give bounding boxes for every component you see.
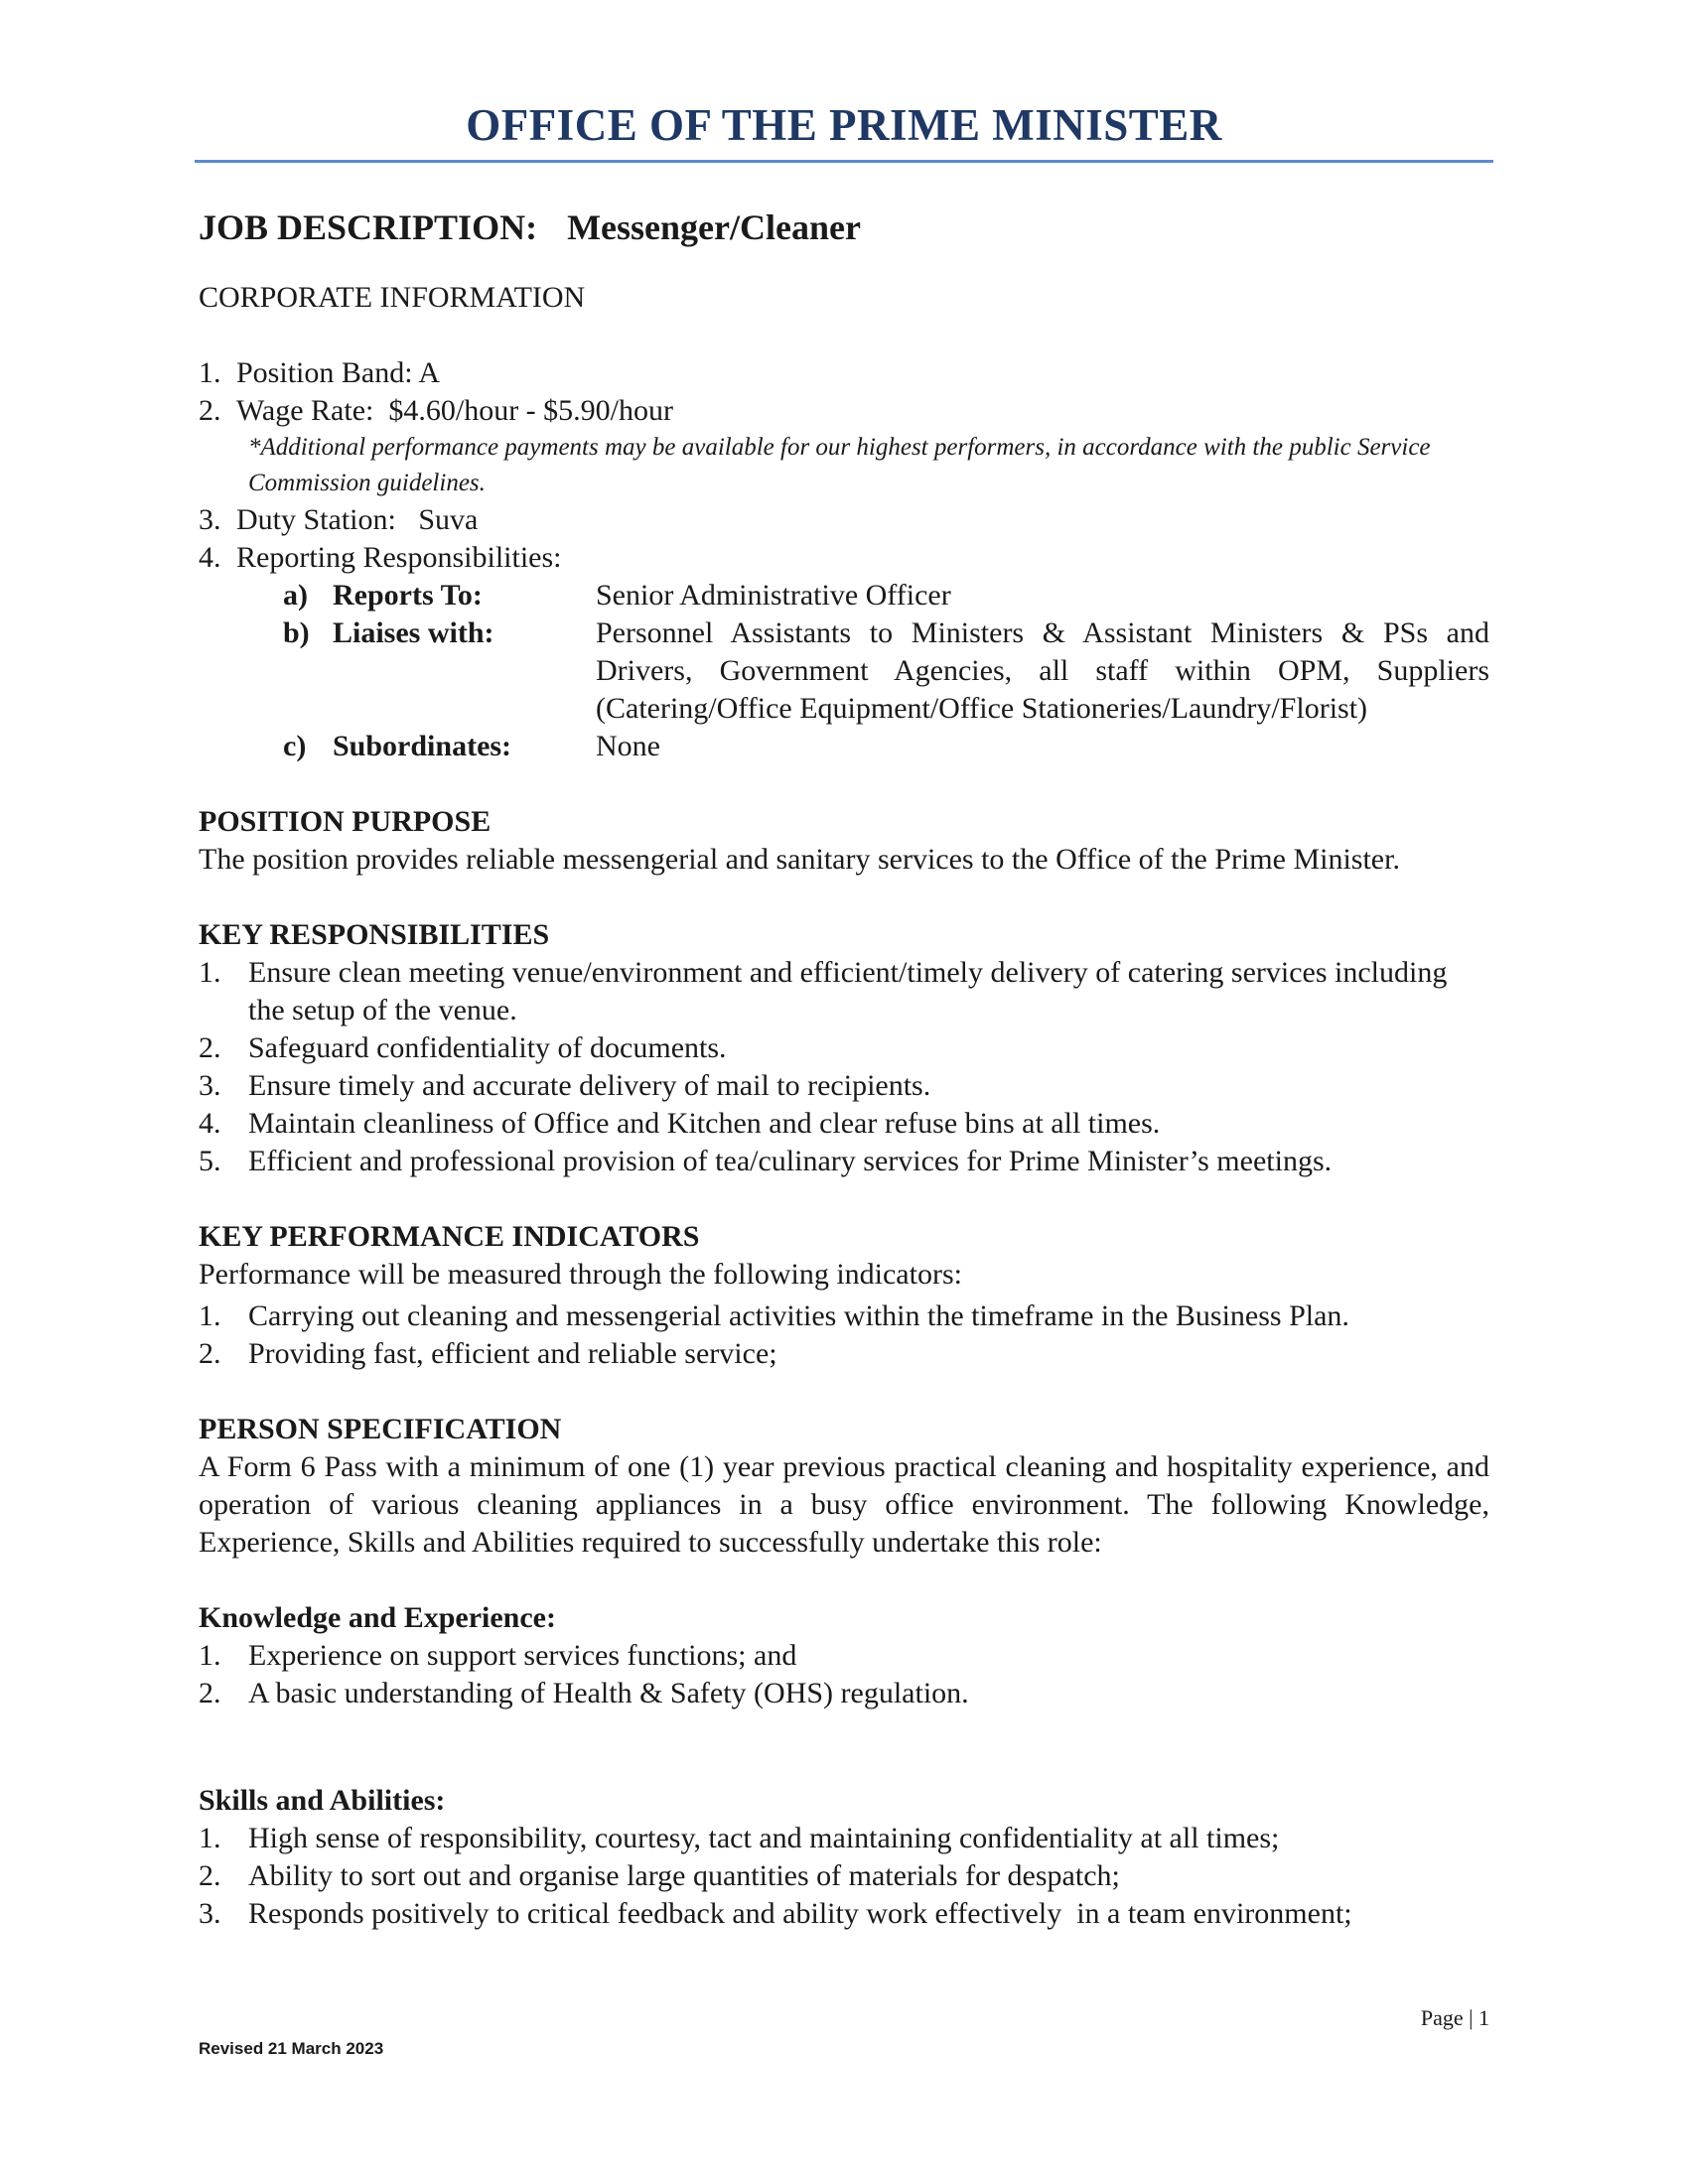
job-title-label: JOB DESCRIPTION: xyxy=(199,207,538,247)
list-item: 2. Wage Rate: $4.60/hour - $5.90/hour xyxy=(199,394,673,427)
person-text: A Form 6 Pass with a minimum of one (1) year previous practical cleaning and hospitality experience, and operation of various cleaning appliances in a busy office environment. The following Knowledge, Experience, Skills and Abilities required to successfully undertake this role: xyxy=(199,1450,1489,1559)
responsibilities-list xyxy=(199,954,1489,1180)
knowledge-list xyxy=(199,1637,1489,1712)
purpose-heading: POSITION PURPOSE xyxy=(199,805,492,838)
list-item: 3. Ensure timely and accurate delivery of mail to recipients. xyxy=(199,1069,931,1102)
header-divider xyxy=(195,160,1493,163)
list-item: 2. A basic understanding of Health & Safety (OHS) regulation. xyxy=(199,1677,969,1709)
list-item: 4. Reporting Responsibilities: xyxy=(199,541,562,574)
reporting-table xyxy=(199,577,1489,765)
corporate-heading: CORPORATE INFORMATION xyxy=(199,281,586,314)
reporting-row: b) Liaises with: Personnel Assistants to Ministers & Assistant Ministers & PSs and Drivers, Government Agencies, all staff within OPM, Suppliers (Catering/Office Equipment/Office Stationeries/Laundry/Florist) xyxy=(283,616,1489,725)
skills-heading: Skills and Abilities: xyxy=(199,1784,446,1817)
list-item: 2. Safeguard confidentiality of documents. xyxy=(199,1031,727,1064)
kpi-list xyxy=(199,1297,1489,1373)
list-item: 1. Experience on support services functions; and xyxy=(199,1639,797,1672)
corporate-list xyxy=(199,354,1489,577)
list-item: 4. Maintain cleanliness of Office and Kitchen and clear refuse bins at all times. xyxy=(199,1107,1161,1140)
job-position: Messenger/Cleaner xyxy=(567,207,861,247)
list-item: 5. Efficient and professional provision of tea/culinary services for Prime Minister’s meetings. xyxy=(199,1145,1333,1177)
purpose-text: The position provides reliable messengerial and sanitary services to the Office of the Prime Minister. xyxy=(199,843,1400,876)
wage-note: *Additional performance payments may be available for our highest performers, in accordance with the public Service Commission guidelines. xyxy=(248,434,1431,496)
page-number: Page | 1 xyxy=(1420,2005,1489,2030)
reporting-row: c) Subordinates: None xyxy=(283,730,660,762)
list-item: 3. Responds positively to critical feedback and ability work effectively in a team environment; xyxy=(199,1897,1352,1930)
kpi-heading: KEY PERFORMANCE INDICATORS xyxy=(199,1220,700,1253)
person-heading: PERSON SPECIFICATION xyxy=(199,1413,562,1445)
list-item: 1. High sense of responsibility, courtesy, tact and maintaining confidentiality at all times; xyxy=(199,1822,1280,1854)
list-item: 1. Ensure clean meeting venue/environment and efficient/timely delivery of catering services including the setup of the venue. xyxy=(199,956,1448,1026)
kpi-intro: Performance will be measured through the following indicators: xyxy=(199,1258,962,1291)
responsibilities-heading: KEY RESPONSIBILITIES xyxy=(199,918,550,951)
list-item: 1. Carrying out cleaning and messengerial activities within the timeframe in the Business Plan. xyxy=(199,1299,1349,1332)
skills-list xyxy=(199,1820,1489,1933)
revision-date: Revised 21 March 2023 xyxy=(199,2039,384,2058)
reporting-row: a) Reports To: Senior Administrative Officer xyxy=(283,579,951,612)
document-body xyxy=(199,204,1489,1933)
office-title: OFFICE OF THE PRIME MINISTER xyxy=(466,100,1222,150)
list-item: 3. Duty Station: Suva xyxy=(199,503,479,536)
list-item: 1. Position Band: A xyxy=(199,356,441,389)
job-title xyxy=(199,204,1489,251)
list-item: 2. Providing fast, efficient and reliable service; xyxy=(199,1337,777,1370)
list-item: 2. Ability to sort out and organise large quantities of materials for despatch; xyxy=(199,1859,1120,1892)
knowledge-heading: Knowledge and Experience: xyxy=(199,1601,556,1634)
